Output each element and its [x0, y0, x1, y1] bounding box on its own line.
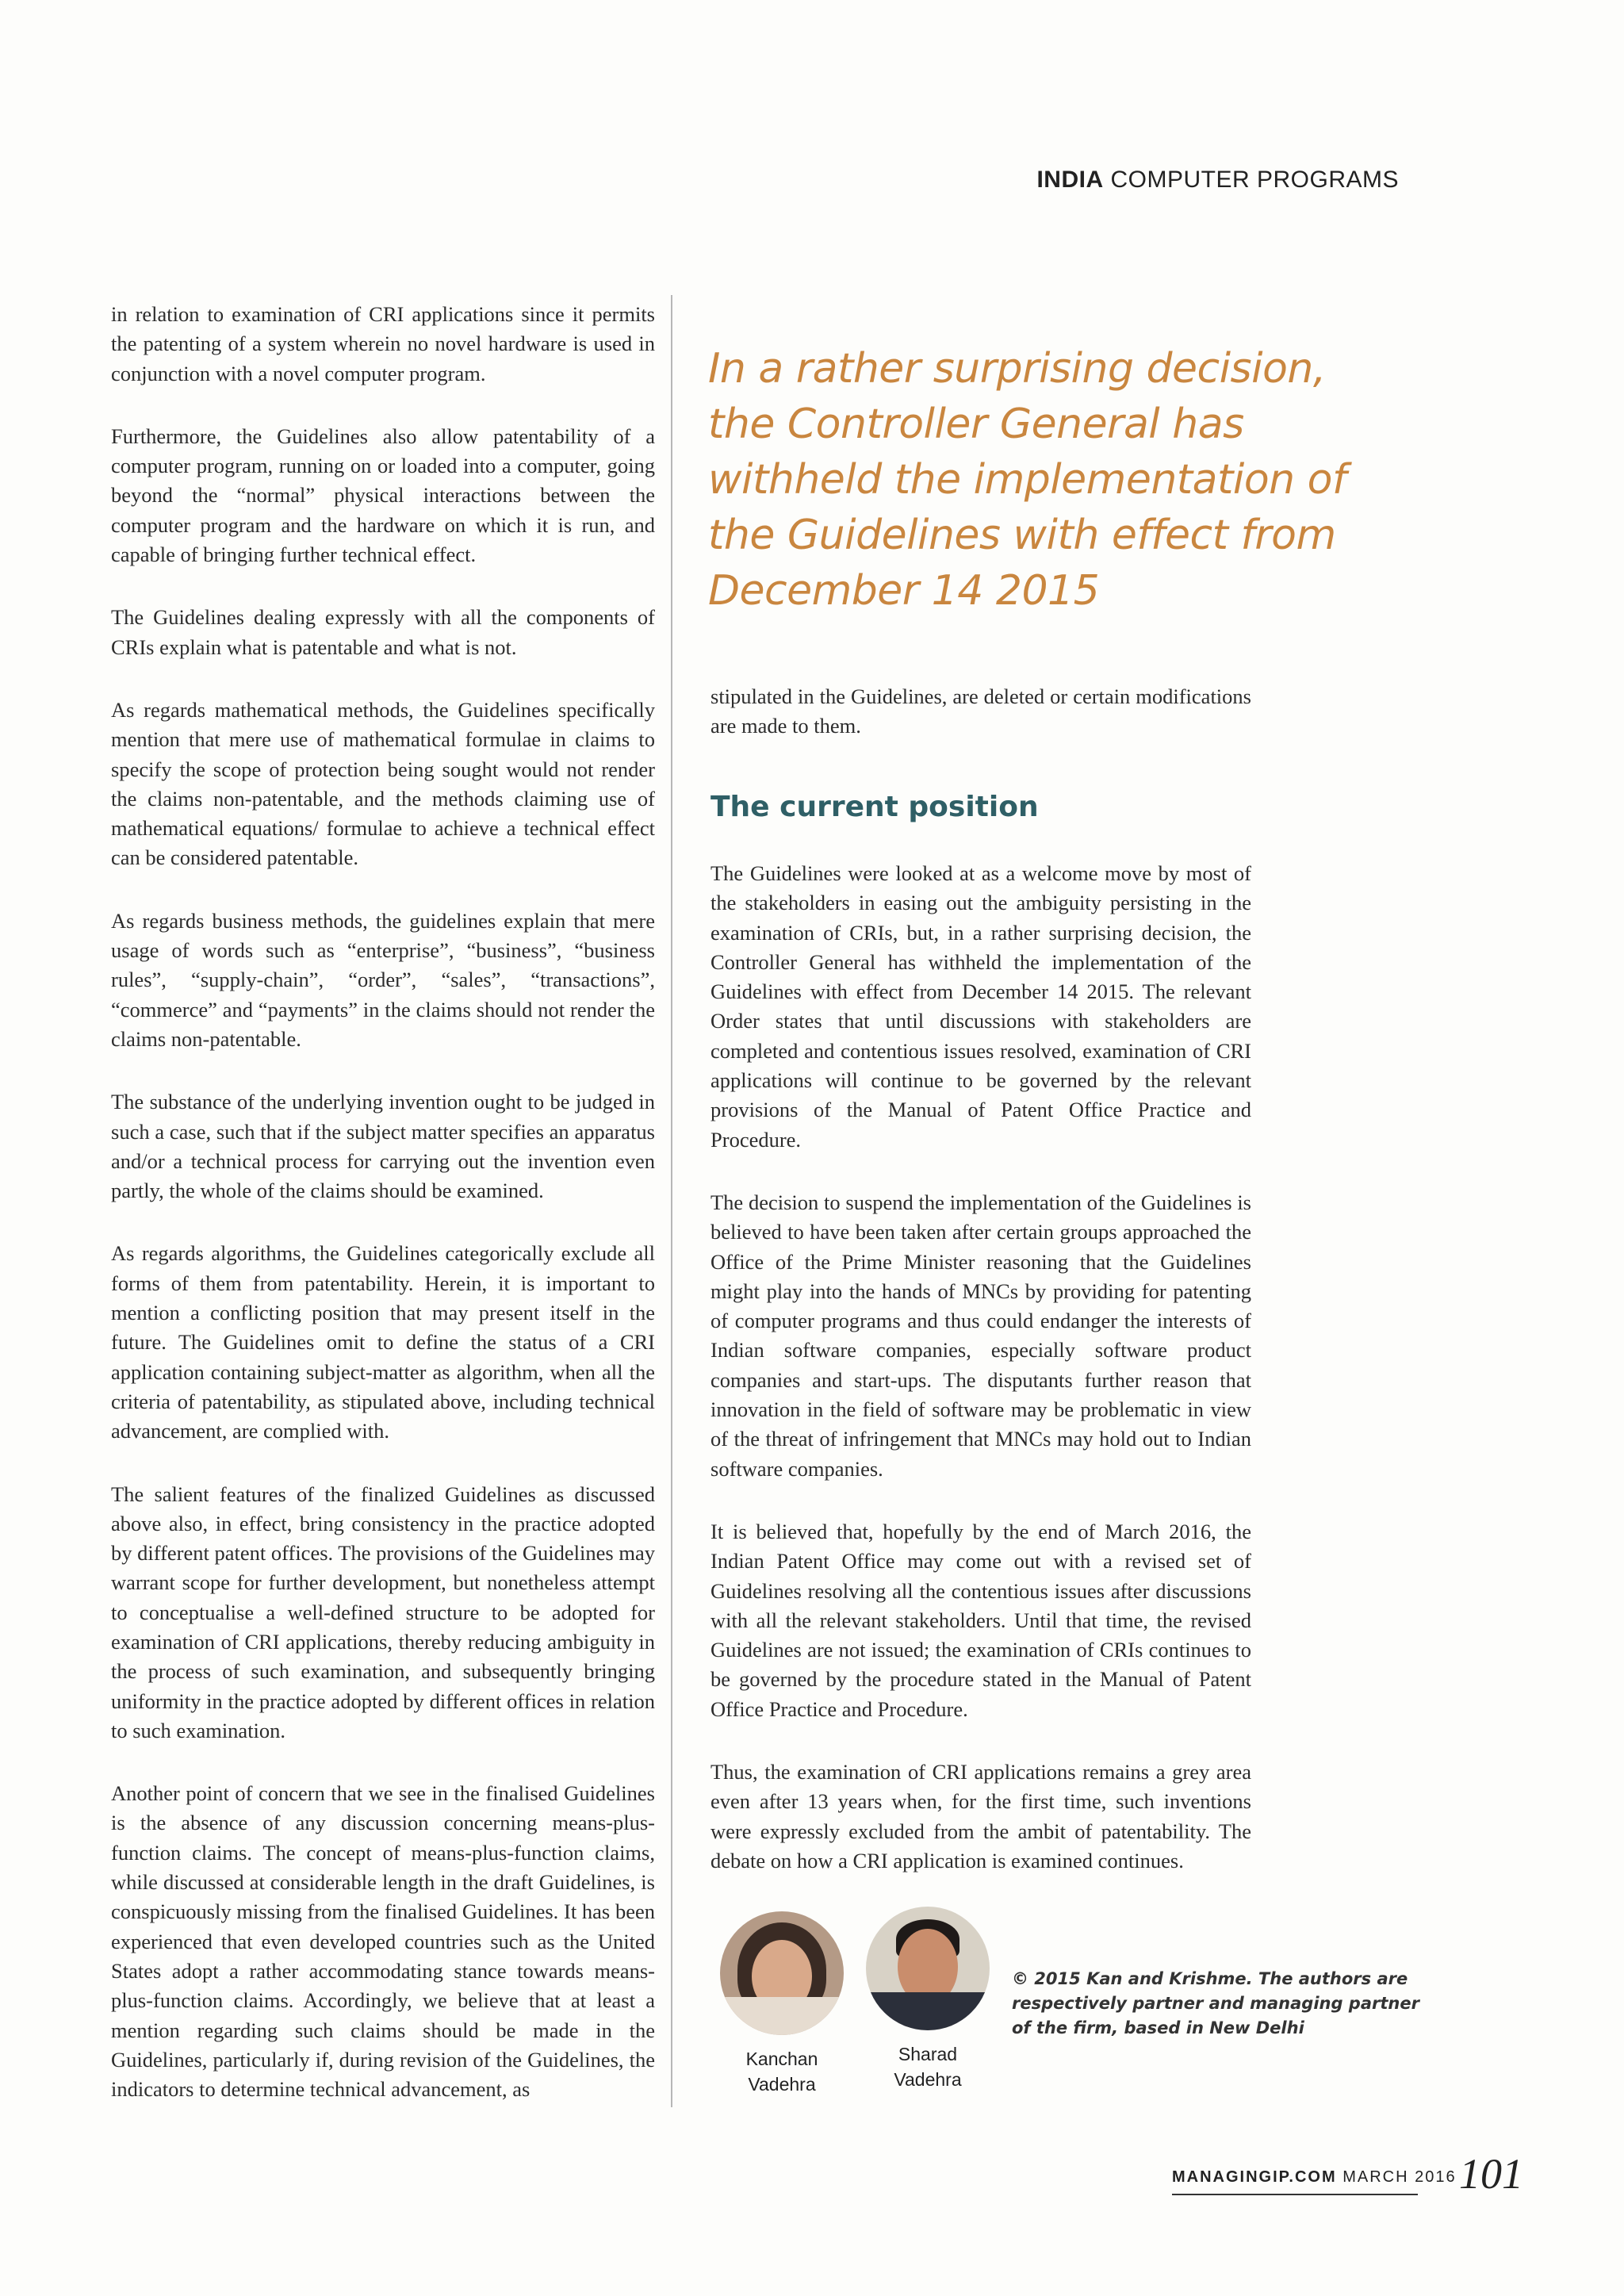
publication-name: MANAGINGIP.COM [1172, 2168, 1337, 2186]
column-divider [671, 295, 672, 2107]
paragraph: The Guidelines dealing expressly with all the components of CRIs explain what is patentable and what is not. [111, 605, 655, 659]
footer-rule [1172, 2194, 1418, 2195]
running-header [1036, 167, 1399, 194]
paragraph: The decision to suspend the implementation of the Guidelines is believed to have been taken after certain groups approached the Office of the Prime Minister reasoning that the Guidelines might play into the hands of MNCs by providing for patenting of computer programs and thus could endanger the interests of Indian software companies, especially software product companies and start-ups. The disputants further reason that innovation in the field of software may be problematic in view of the threat of infringement that MNCs may hold out to Indian software companies. [710, 1190, 1251, 1481]
author-first-name: Sharad [898, 2044, 958, 2064]
pull-quote: In a rather surprising decision, the Controller General has withheld the implementation of the Guidelines with effect from December 14 2015 [708, 345, 1346, 615]
author-card [710, 1911, 853, 2097]
paragraph: Furthermore, the Guidelines also allow patentability of a computer program, running on or loaded into a computer, going beyond the “normal” physical interactions between the computer program and the hardware on which it is run, and capable of bringing further technical effect. [111, 424, 655, 567]
issue-date: MARCH 2016 [1342, 2168, 1457, 2186]
paragraph: Thus, the examination of CRI applications remains a grey area even after 13 years when, for the first time, such inventions were expressly excluded from the ambit of patentability. The debate on how a CRI application is examined continues. [710, 1760, 1251, 1872]
paragraph: The salient features of the finalized Guidelines as discussed above also, in effect, bring consistency in the practice adopted by different patent offices. The provisions of the Guidelines may warrant scope for further development, but nonetheless attempt to conceptualise a well-defined structure to be adopted for examination of CRI applications, thereby reducing ambiguity in the process of such examination, and subsequently bringing uniformity in the practice adopted by different offices in relation to such examination. [111, 1481, 655, 1742]
page-number: 101 [1459, 2150, 1523, 2198]
author-last-name: Vadehra [748, 2074, 816, 2095]
paragraph: It is believed that, hopefully by the end of March 2016, the Indian Patent Office may come out with a revised set of Guidelines resolving all the contentious issues after discussions with all the relevant stakeholders. Until that time, the revised Guidelines are not issued; the examination of CRIs continues to be governed by the procedure stated in the Manual of Patent Office Practice and Procedure. [710, 1519, 1251, 1721]
right-column-continuation [710, 682, 1251, 775]
author-last-name: Vadehra [894, 2069, 962, 2090]
footer-publication [1172, 2168, 1457, 2187]
page-footer [1172, 2149, 1521, 2213]
paragraph: in relation to examination of CRI applications since it permits the patenting of a system wherein no novel hardware is used in conjunction with a novel computer program. [111, 302, 655, 385]
paragraph: stipulated in the Guidelines, are deleted or certain modifications are made to them. [710, 684, 1251, 738]
right-column [710, 859, 1251, 1909]
author-block [710, 1911, 1424, 2118]
paragraph: The Guidelines were looked at as a welcome move by most of the stakeholders in easing out the ambiguity persisting in the examination of CRIs, but, in a rather surprising decision, the Controller General has withheld the implementation of the Guidelines with effect from December 14 2015. The relevant Order states that until discussions with stakeholders are completed and contentious issues resolved, examination of CRI applications will continue to be governed by the relevant provisions of the Manual of Patent Office Practice and Procedure. [710, 861, 1251, 1152]
left-column [111, 300, 655, 2137]
paragraph: The substance of the underlying invention ought to be judged in such a case, such that if the subject matter specifies an apparatus and/or a technical process for carrying out the invention even partly, the whole of the claims should be examined. [111, 1090, 655, 1203]
author-card [856, 1907, 999, 2092]
paragraph: As regards business methods, the guidelines explain that mere usage of words such as “enterprise”, “business”, “business rules”, “supply-chain”, “order”, “sales”, “transactions”, “commerce” and “payments” in the claims should not render the claims non-patentable. [111, 908, 655, 1051]
paragraph: As regards algorithms, the Guidelines categorically exclude all forms of them from patentability. Herein, it is important to mention a conflicting position that may present itself in the future. The Guidelines omit to define the status of a CRI application containing subject-matter as algorithm, when all the criteria of patentability, as stipulated above, including technical advancement, are complied with. [111, 1241, 655, 1443]
header-country: INDIA [1036, 167, 1104, 193]
author-photo [720, 1911, 844, 2035]
paragraph: Another point of concern that we see in the finalised Guidelines is the absence of any discussion concerning means-plus-function claims. The concept of means-plus-function claims, while discussed at considerable length in the draft Guidelines, is conspicuously missing from the finalised Guidelines. It has been experienced that even developed countries such as the United States adopt a rather accommodating stance towards means-plus-function claims. Accordingly, we believe that at least a mention regarding such claims should be made in the Guidelines, particularly if, during revision of the Guidelines, the indicators to determine technical advancement, as [111, 1781, 655, 2102]
author-credit: © 2015 Kan and Krishme. The authors are respectively partner and managing partner of the firm, based in New Delhi [1012, 1969, 1419, 2037]
author-photo [866, 1907, 990, 2030]
header-section: COMPUTER PROGRAMS [1110, 167, 1399, 193]
author-first-name: Kanchan [745, 2049, 818, 2069]
paragraph: As regards mathematical methods, the Guidelines specifically mention that mere use of mathematical formulae in claims to specify the scope of protection being sought would not render the claims non-patentable, and the methods claiming use of mathematical equations/ formulae to achieve a technical effect can be considered patentable. [111, 697, 655, 870]
section-heading: The current position [710, 791, 1039, 823]
